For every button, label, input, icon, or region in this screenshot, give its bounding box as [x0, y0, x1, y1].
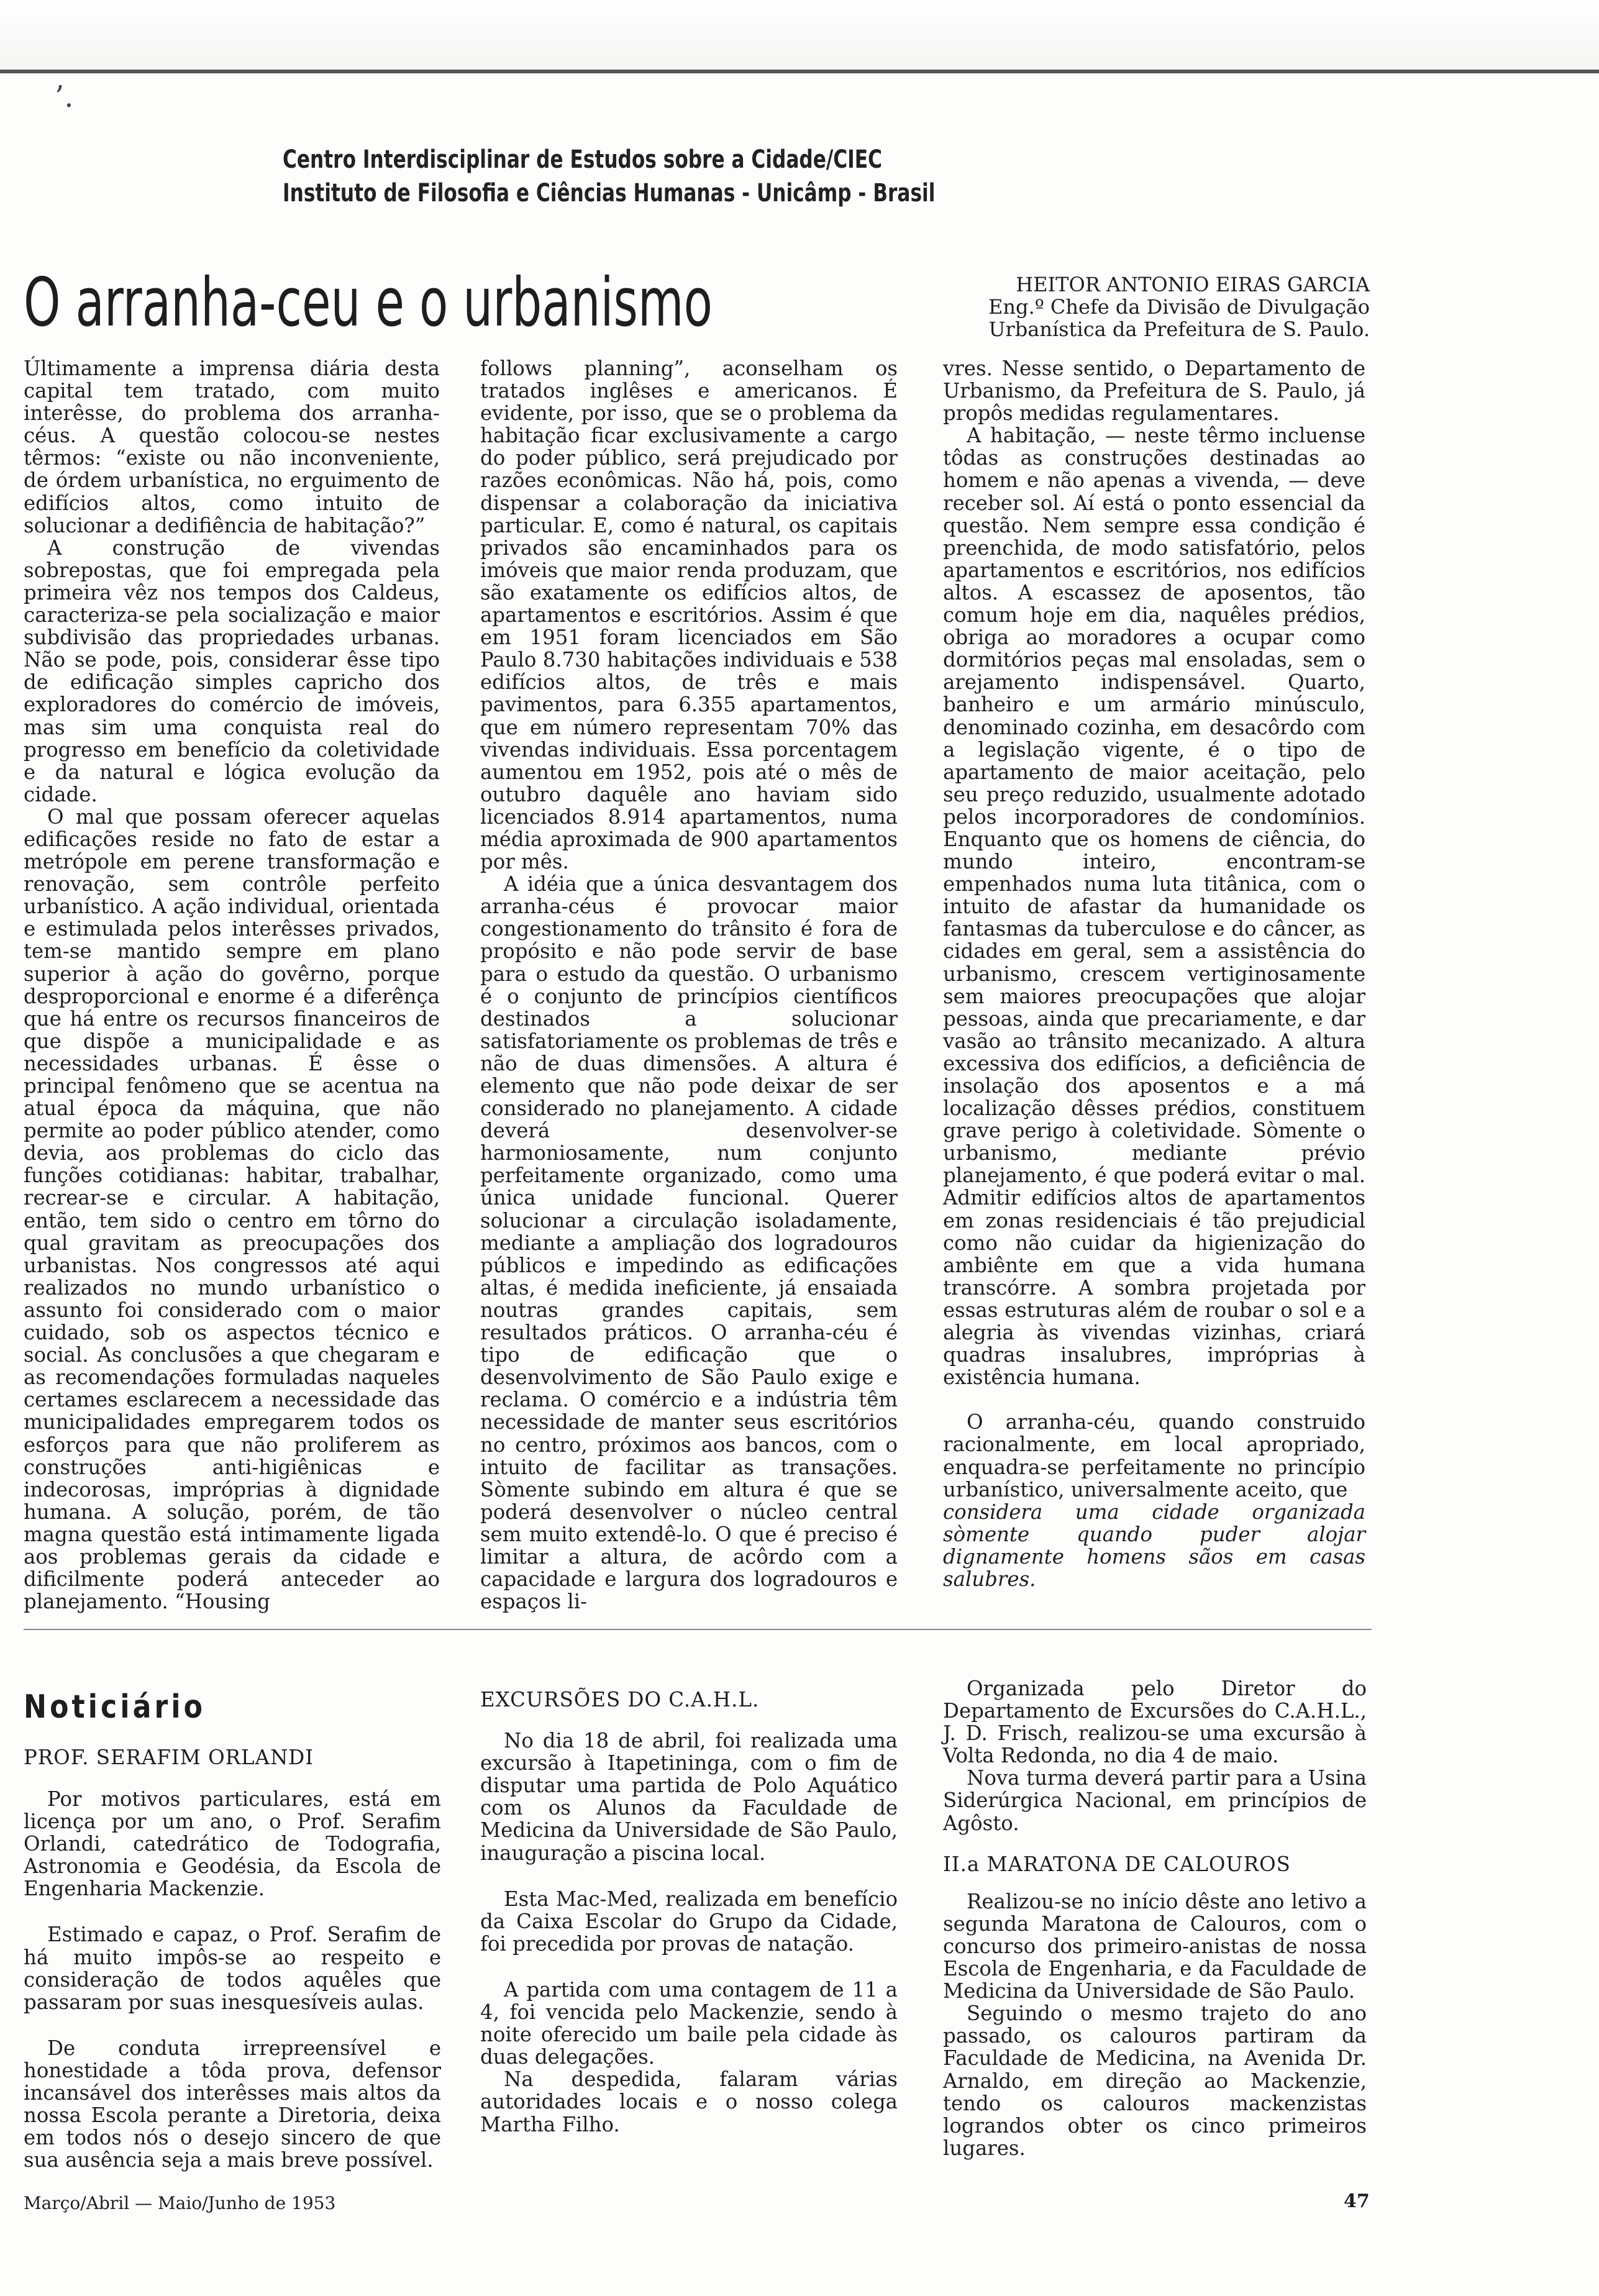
paragraph: Organizada pelo Diretor do Departamento de Excursões do C.A.H.L., J. D. Frisch, realizou-se uma excursão à Volta Redonda, no dia 4 de maio.: [943, 1677, 1367, 1768]
section-divider: [24, 1629, 1372, 1630]
paragraph: No dia 18 de abril, foi realizada uma excursão à Itapetininga, com o fim de disputar uma partida de Polo Aquático com os Alunos da Faculdade de Medicina da Universidade de São Paulo, inauguração a piscina local.: [480, 1729, 898, 1865]
paragraph: Na despedida, falaram várias autoridades locais e o nosso colega Martha Filho.: [480, 2067, 898, 2136]
issue-footer: Março/Abril — Maio/Junho de 1953: [24, 2193, 336, 2213]
paragraph: O mal que possam oferecer aquelas edificações reside no fato de estar a metrópole em perene transformação e renovação, sem contrôle perfeito urbanístico. A ação individual, orientada e estimulada pelos interêsses privados, tem-se mantido sempre em plano superior à ação do govêrno, porque desproporcional e enorme é a diferênça que há entre os recursos financeiros de que dispõe a municipalidade e as necessidades urbanas. É êsse o principal fenômeno que se acentua na atual época da máquina, que não permite ao poder público atender, como devia, aos problemas do ciclo das funções cotidianas: habitar, trabalhar, recrear-se e circular. A habitação, então, tem sido o centro em tôrno do qual gravitam as preocupações dos urbanistas. Nos congressos até aqui realizados no mundo urbanístico o assunto foi considerado com o maior cuidado, sob os aspectos técnico e social. As conclusões a que chegaram e as recomendações formuladas naqueles certames esclarecem a necessidade das municipalidades empregarem todos os esforços para que não proliferem as construções anti-higiênicas e indecorosas, impróprias à dignidade humana. A solução, porém, de tão magna questão está intimamente ligada aos problemas gerais da cidade e dificilmente poderá anteceder ao planejamento. “Housing: [24, 804, 440, 1614]
notice-column-3: [943, 1677, 1367, 2159]
paragraph: O arranha-céu, quando construido racionalmente, em local apropriado, enquadra-se perfeitamente no princípio urbanístico, universalmente aceito, que: [943, 1410, 1365, 1501]
author-role: Eng.º Chefe da Divisão de Divulgação: [988, 295, 1370, 319]
paragraph: Estimado e capaz, o Prof. Serafim de há muito impôs-se ao respeito e consideração de todos aquêles que passaram por suas inesquesíveis aulas.: [24, 1923, 441, 2014]
notice-title-orlandi: PROF. SERAFIM ORLANDI: [24, 1746, 314, 1769]
paragraph: A partida com uma contagem de 11 a 4, foi vencida pelo Mackenzie, sendo à noite oferecido um baile pela cidade às duas delegações.: [480, 1977, 898, 2069]
paragraph: Esta Mac-Med, realizada em benefício da Caixa Escolar do Grupo da Cidade, foi precedida por provas de natação.: [480, 1887, 898, 1956]
notice-column-2: [480, 1688, 898, 2136]
article-column-2: [480, 357, 898, 1613]
page-number: 47: [1344, 2190, 1370, 2212]
paragraph: De conduta irrepreensível e honestidade a tôda prova, defensor incansável dos interêsses mais altos da nossa Escola perante a Diretoria, deixa em todos nós o desejo sincero de que sua ausência seja a mais breve possível.: [24, 2036, 441, 2172]
paragraph: A idéia que a única desvantagem dos arranha-céus é provocar maior congestionamento do trânsito é fora de propósito e não pode servir de base para o estudo da questão. O urbanismo é o conjunto de princípios científicos destinados a solucionar satisfatoriamente os problemas de três e não de duas dimensões. A altura é elemento que não pode deixar de ser considerado no planejamento. A cidade deverá desenvolver-se harmoniosamente, num conjunto perfeitamente organizado, como uma única unidade funcional. Querer solucionar a circulação isoladamente, mediante a ampliação dos logradouros públicos e impedindo as edificações altas, é medida ineficiente, já ensaiada noutras grandes capitais, sem resultados práticos. O arranha-céu é tipo de edificação que o desenvolvimento de São Paulo exige e reclama. O comércio e a indústria têm necessidade de manter seus escritórios no centro, próximos aos bancos, com o intuito de facilitar as transações. Sòmente subindo em altura é que se poderá desenvolver o núcleo central sem muito extendê-lo. O que é preciso é limitar a altura, de acôrdo com a capacidade e largura dos logradouros e espaços li-: [480, 872, 898, 1614]
article-column-1: [24, 357, 440, 1613]
notice-title-maratona: II.a MARATONA DE CALOUROS: [943, 1852, 1291, 1876]
noticiario-heading: Noticiário: [24, 1688, 206, 1726]
paragraph: A habitação, — neste têrmo incluense tôdas as construções destinadas ao homem e não apenas a vivenda, — deve receber sol. Aí está o ponto essencial da questão. Nem sempre essa condição é preenchida, de modo satisfatório, pelos apartamentos e escritórios, nos edifícios altos. A escassez de aposentos, tão comum hoje em dia, naquêles prédios, obriga ao moradores a ocupar como dormitórios peças mal ensoladas, sem o arejamento indispensável. Quarto, banheiro e um armário minúsculo, denominado cozinha, em desacôrdo com a legislação vigente, é o tipo de apartamento de maior aceitação, pelo seu preço reduzido, usualmente adotado pelos incorporadores de condomínios. Enquanto que os homens de ciência, do mundo inteiro, encontram-se empenhados numa luta titânica, com o intuito de afastar da humanidade os fantasmas da tuberculose e do câncer, as cidades em geral, sem a assistência do urbanismo, crescem vertiginosamente sem maiores preocupações que alojar pessoas, ainda que precariamente, e dar vasão ao trânsito mecanizado. A altura excessiva dos edifícios, a deficiência de insolação dos aposentos e a má localização dêsses prédios, constituem grave perigo à coletividade. Sòmente o urbanismo, mediante prévio planejamento, é que poderá evitar o mal. Admitir edifícios altos de apartamentos em zonas residenciais é tão prejudicial como não cuidar da higienização do ambiênte em que a vida humana transcórre. A sombra projetada por essas estruturas além de roubar o sol e a alegria às vivendas vizinhas, criará quadras insalubres, impróprias à existência humana.: [943, 424, 1365, 1390]
header-line-2: Instituto de Filosofia e Ciências Humanas - Unicâmp - Brasil: [283, 179, 936, 207]
paragraph: Seguindo o mesmo trajeto do ano passado, os calouros partiram da Faculdade de Medicina, na Avenida Dr. Arnaldo, em direção ao Mackenzie, tendo os calouros mackenzistas lograndos obter os cinco primeiros lugares.: [943, 2002, 1367, 2160]
author-name: HEITOR ANTONIO EIRAS GARCIA: [1016, 273, 1370, 296]
paragraph: follows planning”, aconselham os tratados inglêses e americanos. É evidente, por isso, que se o problema da habitação ficar exclusivamente a cargo do poder público, será prejudicado por razões econômicas. Não há, pois, como dispensar a colaboração da iniciativa particular. E, como é natural, os capitais privados são encaminhados para os imóveis que maior renda produzam, que são exatamente os edifícios altos, de apartamentos e escritórios. Assim é que em 1951 foram licenciados em São Paulo 8.730 habitações individuais e 538 edifícios altos, de três e mais pavimentos, para 6.355 apartamentos, que em número representam 70% das vivendas individuais. Essa porcentagem aumentou em 1952, pois até o mês de outubro daquêle ano haviam sido licenciados 8.914 apartamentos, numa média aproximada de 900 apartamentos por mês.: [480, 357, 898, 874]
author-org: Urbanística da Prefeitura de S. Paulo.: [988, 317, 1370, 341]
scan-page-edge: [0, 70, 1599, 73]
paragraph: Realizou-se no início dêste ano letivo a segunda Maratona de Calouros, com o concurso dos primeiro-anistas de nossa Escola de Engenharia, e da Faculdade de Medicina da Universidade de São Paulo.: [943, 1889, 1367, 2003]
paragraph-italic: considera uma cidade organizada sòmente quando puder alojar dignamente homens sãos em casas salubres.: [943, 1500, 1365, 1591]
article-title: O arranha-ceu e o urbanismo: [24, 264, 713, 342]
paragraph: A construção de vivendas sobrepostas, que foi empregada pela primeira vêz nos tempos dos Caldeus, caracteriza-se pela socialização e maior subdivisão das propriedades urbanas. Não se pode, pois, considerar êsse tipo de edificação simples capricho dos exploradores do comércio de imóveis, mas sim uma conquista real do progresso em benefício da coletividade e da natural e lógica evolução da cidade.: [24, 535, 440, 806]
paragraph: Por motivos particulares, está em licença por um ano, o Prof. Serafim Orlandi, catedrático de Todografia, Astronomia e Geodésia, da Escola de Engenharia Mackenzie.: [24, 1787, 441, 1901]
paragraph: Nova turma deverá partir para a Usina Siderúrgica Nacional, em princípios de Agôsto.: [943, 1766, 1367, 1835]
notice-column-1: [24, 1788, 441, 2171]
notice-title-excursoes: EXCURSÕES DO C.A.H.L.: [480, 1688, 760, 1711]
scan-top-margin: [0, 0, 1599, 75]
paragraph: vres. Nesse sentido, o Departamento de Urbanismo, da Prefeitura de S. Paulo, já propôs medidas regulamentares.: [943, 357, 1365, 426]
institution-header: [283, 143, 935, 210]
article-column-3: [943, 357, 1365, 1590]
scan-mark: ’.: [55, 80, 74, 114]
paragraph: Últimamente a imprensa diária desta capital tem tratado, com muito interêsse, do problema dos arranha-céus. A questão colocou-se nestes têrmos: “existe ou não inconveniente, de órdem urbanística, no erguimento de edifícios altos, como intuito de solucionar a dedifiência de habitação?”: [24, 357, 440, 537]
header-line-1: Centro Interdisciplinar de Estudos sobre a Cidade/CIEC: [283, 145, 882, 174]
author-block: [954, 273, 1370, 340]
